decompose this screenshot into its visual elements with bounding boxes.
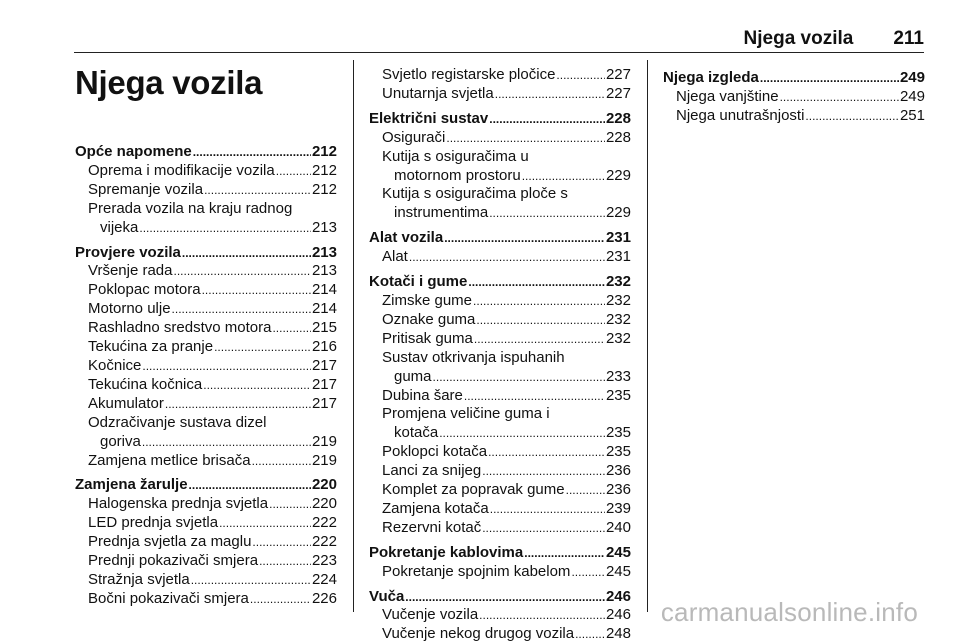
toc-page-number: 212 — [311, 143, 337, 160]
dot-leader — [488, 443, 605, 462]
toc-page-number: 224 — [311, 570, 337, 588]
toc-entry-text: Lanci za snijeg — [382, 462, 482, 480]
toc-entry-text: Tekućina za pranje — [88, 338, 214, 356]
toc-section-entry[interactable] — [369, 273, 631, 292]
toc-section-entry[interactable] — [663, 69, 925, 88]
toc-entry[interactable] — [75, 552, 337, 571]
toc-page-number: 246 — [605, 606, 631, 624]
toc-page-number: 215 — [311, 319, 337, 337]
dot-leader — [446, 129, 605, 148]
toc-entry-text: Prednja svjetla za maglu — [88, 533, 252, 551]
toc-entry[interactable] — [75, 433, 337, 452]
toc-entry[interactable] — [75, 281, 337, 300]
toc-entry-text: Rezervni kotač — [382, 518, 482, 536]
toc-page-number: 248 — [605, 625, 631, 643]
toc-entry-text: motornom prostoru — [394, 166, 521, 184]
dot-leader — [269, 495, 311, 514]
dot-leader — [259, 552, 311, 571]
dot-leader — [489, 110, 605, 129]
toc-section-entry[interactable] — [369, 588, 631, 607]
dot-leader — [252, 533, 311, 552]
toc-entry[interactable] — [369, 500, 631, 519]
dot-leader — [780, 88, 899, 107]
dot-leader — [571, 563, 605, 582]
toc-page-number: 223 — [311, 552, 337, 570]
toc-entry[interactable] — [75, 338, 337, 357]
toc-entry-text: Motorno ulje — [88, 300, 171, 318]
dot-leader — [805, 107, 899, 126]
toc-entry-text: Komplet za popravak gume — [382, 481, 565, 499]
toc-entry-text: goriva — [100, 432, 141, 450]
dot-leader — [490, 500, 605, 519]
dot-leader — [203, 376, 311, 395]
toc-entry-text: Pokretanje kablovima — [369, 543, 524, 561]
toc-page-number: 213 — [311, 262, 337, 280]
toc-entry[interactable] — [369, 563, 631, 582]
toc-entry-text: Njega izgleda — [663, 69, 759, 86]
toc-entry[interactable] — [75, 452, 337, 471]
toc-entry[interactable] — [369, 462, 631, 481]
running-header — [744, 28, 924, 50]
toc-entry-text: Kotači i gume — [369, 273, 468, 291]
watermark: carmanualsonline.info — [660, 597, 918, 627]
toc-entry-text: Poklopac motora — [88, 281, 201, 299]
toc-page-number: 232 — [605, 273, 631, 291]
dot-leader — [405, 588, 605, 607]
toc-entry-text: Oznake guma — [382, 310, 476, 328]
dot-leader — [182, 244, 311, 263]
dot-leader — [252, 452, 311, 471]
page-number: 211 — [893, 28, 924, 49]
toc-entry-text: Kočnice — [88, 356, 142, 374]
dot-leader — [474, 330, 605, 349]
dot-leader — [482, 462, 605, 481]
toc-page-number: 220 — [311, 476, 337, 494]
dot-leader — [556, 66, 605, 85]
toc-section-entry[interactable] — [75, 244, 337, 263]
toc-page-number: 235 — [605, 424, 631, 442]
toc-page-number: 217 — [311, 375, 337, 393]
dot-leader — [476, 311, 605, 330]
toc-page-number: 212 — [311, 180, 337, 198]
dot-leader — [189, 476, 311, 495]
toc-page-number: 222 — [311, 514, 337, 532]
toc-entry-text: Promjena veličine guma i — [382, 405, 550, 423]
toc-page-number: 222 — [311, 533, 337, 551]
toc-entry-text: Oprema i modifikacije vozila — [88, 161, 275, 179]
toc-page-number: 232 — [605, 310, 631, 328]
toc-entry-text: Njega vanjštine — [676, 87, 779, 105]
toc-page-number: 213 — [311, 243, 337, 261]
toc-page-number: 235 — [605, 443, 631, 461]
running-header-title: Njega vozila — [743, 28, 854, 49]
toc-entry-text: Bočni pokazivači smjera — [88, 589, 249, 607]
dot-leader — [575, 625, 605, 644]
toc-entry-text: Tekućina kočnica — [88, 375, 203, 393]
toc-section-entry[interactable] — [75, 143, 337, 162]
toc-entry[interactable] — [663, 88, 925, 107]
toc-entry[interactable] — [369, 292, 631, 311]
toc-entry-text: Vuča — [369, 587, 405, 605]
toc-entry-text: Zimske gume — [382, 291, 473, 309]
toc-entry-text: Provjere vozila — [75, 243, 181, 261]
toc-page-number: 219 — [311, 432, 337, 450]
toc-entry[interactable] — [369, 443, 631, 462]
toc-page-number: 232 — [605, 329, 631, 347]
toc-page-number: 236 — [605, 481, 631, 499]
dot-leader — [409, 248, 605, 267]
column-divider — [647, 60, 648, 612]
toc-page-number: 236 — [605, 462, 631, 480]
toc-page-number: 239 — [605, 499, 631, 517]
dot-leader — [489, 204, 605, 223]
toc-entry-text: Zamjena metlice brisača — [88, 451, 251, 469]
toc-entry-text: vijeka — [100, 218, 139, 236]
toc-entry-text: Spremanje vozila — [88, 180, 204, 198]
toc-entry[interactable] — [75, 395, 337, 414]
toc-entry[interactable] — [369, 204, 631, 223]
toc-entry-text: Kutija s osiguračima u — [382, 147, 529, 165]
toc-page-number: 246 — [605, 587, 631, 605]
toc-entry-text: Prednji pokazivači smjera — [88, 552, 259, 570]
dot-leader — [204, 181, 311, 200]
toc-entry[interactable] — [75, 162, 337, 181]
toc-entry-text: Pokretanje spojnim kabelom — [382, 562, 571, 580]
toc-page-number: 227 — [605, 84, 631, 102]
toc-entry[interactable] — [369, 368, 631, 387]
toc-entry-text: LED prednja svjetla — [88, 514, 219, 532]
toc-page-number: 249 — [899, 87, 925, 105]
toc-entry[interactable] — [369, 167, 631, 186]
toc-section-entry[interactable] — [75, 476, 337, 495]
dot-leader — [444, 229, 605, 248]
toc-column-2 — [369, 66, 631, 644]
toc-page-number: 245 — [605, 562, 631, 580]
toc-entry[interactable] — [75, 357, 337, 376]
toc-entry-text: Vučenje vozila — [382, 606, 479, 624]
toc-entry[interactable] — [75, 219, 337, 238]
toc-page-number: 219 — [311, 451, 337, 469]
dot-leader — [464, 387, 605, 406]
toc-entry-text: Dubina šare — [382, 386, 463, 404]
dot-leader — [191, 571, 311, 590]
toc-page-number: 235 — [605, 386, 631, 404]
dot-leader — [522, 167, 605, 186]
toc-entry-text: Alat — [382, 248, 408, 266]
dot-leader — [439, 424, 605, 443]
chapter-title: Njega vozila — [75, 64, 263, 101]
dot-leader — [524, 544, 605, 563]
toc-entry-text: Svjetlo registarske pločice — [382, 66, 556, 83]
toc-page-number: 214 — [311, 300, 337, 318]
toc-page-number: 213 — [311, 218, 337, 236]
dot-leader — [174, 262, 311, 281]
toc-entry[interactable] — [369, 85, 631, 104]
toc-entry-text: Halogenska prednja svjetla — [88, 495, 269, 513]
toc-entry[interactable] — [369, 66, 631, 85]
toc-page-number: 214 — [311, 281, 337, 299]
toc-page-number: 227 — [605, 66, 631, 83]
toc-page-number: 245 — [605, 543, 631, 561]
toc-entry-text: kotača — [394, 424, 439, 442]
toc-entry[interactable] — [369, 387, 631, 406]
toc-entry[interactable] — [75, 571, 337, 590]
dot-leader — [479, 606, 605, 625]
toc-page-number: 233 — [605, 367, 631, 385]
toc-page-number: 249 — [899, 69, 925, 86]
toc-section-entry[interactable] — [369, 110, 631, 129]
toc-entry[interactable] — [75, 533, 337, 552]
toc-page-number: 217 — [311, 394, 337, 412]
dot-leader — [142, 357, 311, 376]
toc-page-number: 231 — [605, 248, 631, 266]
toc-page-number: 217 — [311, 356, 337, 374]
dot-leader — [272, 319, 311, 338]
toc-entry-text: instrumentima — [394, 204, 489, 222]
toc-entry[interactable] — [369, 625, 631, 644]
toc-entry[interactable] — [75, 319, 337, 338]
toc-section-entry[interactable] — [369, 229, 631, 248]
dot-leader — [433, 368, 605, 387]
toc-entry-text: Stražnja svjetla — [88, 570, 190, 588]
toc-page-number: 212 — [311, 161, 337, 179]
toc-entry[interactable] — [369, 330, 631, 349]
dot-leader — [250, 590, 311, 609]
toc-entry[interactable] — [75, 590, 337, 609]
toc-entry[interactable] — [369, 481, 631, 500]
toc-page-number: 228 — [605, 128, 631, 146]
toc-entry[interactable] — [75, 376, 337, 395]
toc-entry[interactable] — [369, 311, 631, 330]
toc-entry-text: Vršenje rada — [88, 262, 173, 280]
toc-entry-text: Njega unutrašnjosti — [676, 106, 805, 124]
toc-entry[interactable] — [369, 606, 631, 625]
toc-entry-text: Električni sustav — [369, 109, 489, 127]
toc-entry-text: Poklopci kotača — [382, 443, 488, 461]
toc-entry[interactable] — [369, 248, 631, 267]
toc-entry-text: Vučenje nekog drugog vozila — [382, 625, 575, 643]
column-divider — [353, 60, 354, 612]
dot-leader — [566, 481, 605, 500]
toc-page-number: 226 — [311, 589, 337, 607]
toc-entry-text: Zamjena žarulje — [75, 476, 188, 494]
toc-entry[interactable] — [75, 514, 337, 533]
toc-entry[interactable] — [75, 495, 337, 514]
toc-entry-text: Zamjena kotača — [382, 499, 489, 517]
toc-entry-text: Alat vozila — [369, 229, 444, 247]
toc-page-number: 240 — [605, 518, 631, 536]
dot-leader — [139, 219, 311, 238]
toc-entry-text: Akumulator — [88, 394, 164, 412]
dot-leader — [202, 281, 311, 300]
dot-leader — [760, 69, 899, 88]
toc-entry-text: Opće napomene — [75, 143, 192, 160]
dot-leader — [214, 338, 311, 357]
dot-leader — [276, 162, 311, 181]
toc-page-number: 216 — [311, 338, 337, 356]
dot-leader — [142, 433, 311, 452]
toc-entry[interactable] — [75, 300, 337, 319]
toc-entry[interactable] — [369, 424, 631, 443]
toc-entry-text: Odzračivanje sustava dizel — [88, 413, 267, 431]
dot-leader — [495, 85, 605, 104]
dot-leader — [473, 292, 605, 311]
toc-page-number: 232 — [605, 291, 631, 309]
toc-entry[interactable] — [369, 129, 631, 148]
toc-page-number: 231 — [605, 229, 631, 247]
dot-leader — [193, 143, 311, 162]
toc-column-3 — [663, 69, 925, 126]
toc-entry-text: Unutarnja svjetla — [382, 84, 494, 102]
toc-entry-text: Prerada vozila na kraju radnog — [88, 199, 293, 217]
toc-page-number: 251 — [899, 106, 925, 124]
toc-entry-text: Pritisak guma — [382, 329, 473, 347]
dot-leader — [482, 519, 605, 538]
toc-entry-text: guma — [394, 367, 432, 385]
dot-leader — [172, 300, 311, 319]
dot-leader — [165, 395, 311, 414]
toc-entry-text: Kutija s osiguračima ploče s — [382, 185, 568, 203]
toc-page-number: 229 — [605, 166, 631, 184]
toc-entry-text: Sustav otkrivanja ispuhanih — [382, 348, 565, 366]
toc-page-number: 220 — [311, 495, 337, 513]
toc-entry-text: Osigurači — [382, 128, 446, 146]
toc-entry[interactable] — [663, 107, 925, 126]
toc-entry[interactable] — [75, 262, 337, 281]
toc-entry[interactable] — [369, 519, 631, 538]
header-rule — [74, 52, 924, 53]
dot-leader — [468, 273, 605, 292]
toc-page-number: 228 — [605, 109, 631, 127]
dot-leader — [219, 514, 311, 533]
toc-entry-text: Rashladno sredstvo motora — [88, 319, 272, 337]
toc-entry[interactable] — [75, 181, 337, 200]
toc-column-1 — [75, 143, 337, 609]
toc-section-entry[interactable] — [369, 544, 631, 563]
toc-page-number: 229 — [605, 204, 631, 222]
